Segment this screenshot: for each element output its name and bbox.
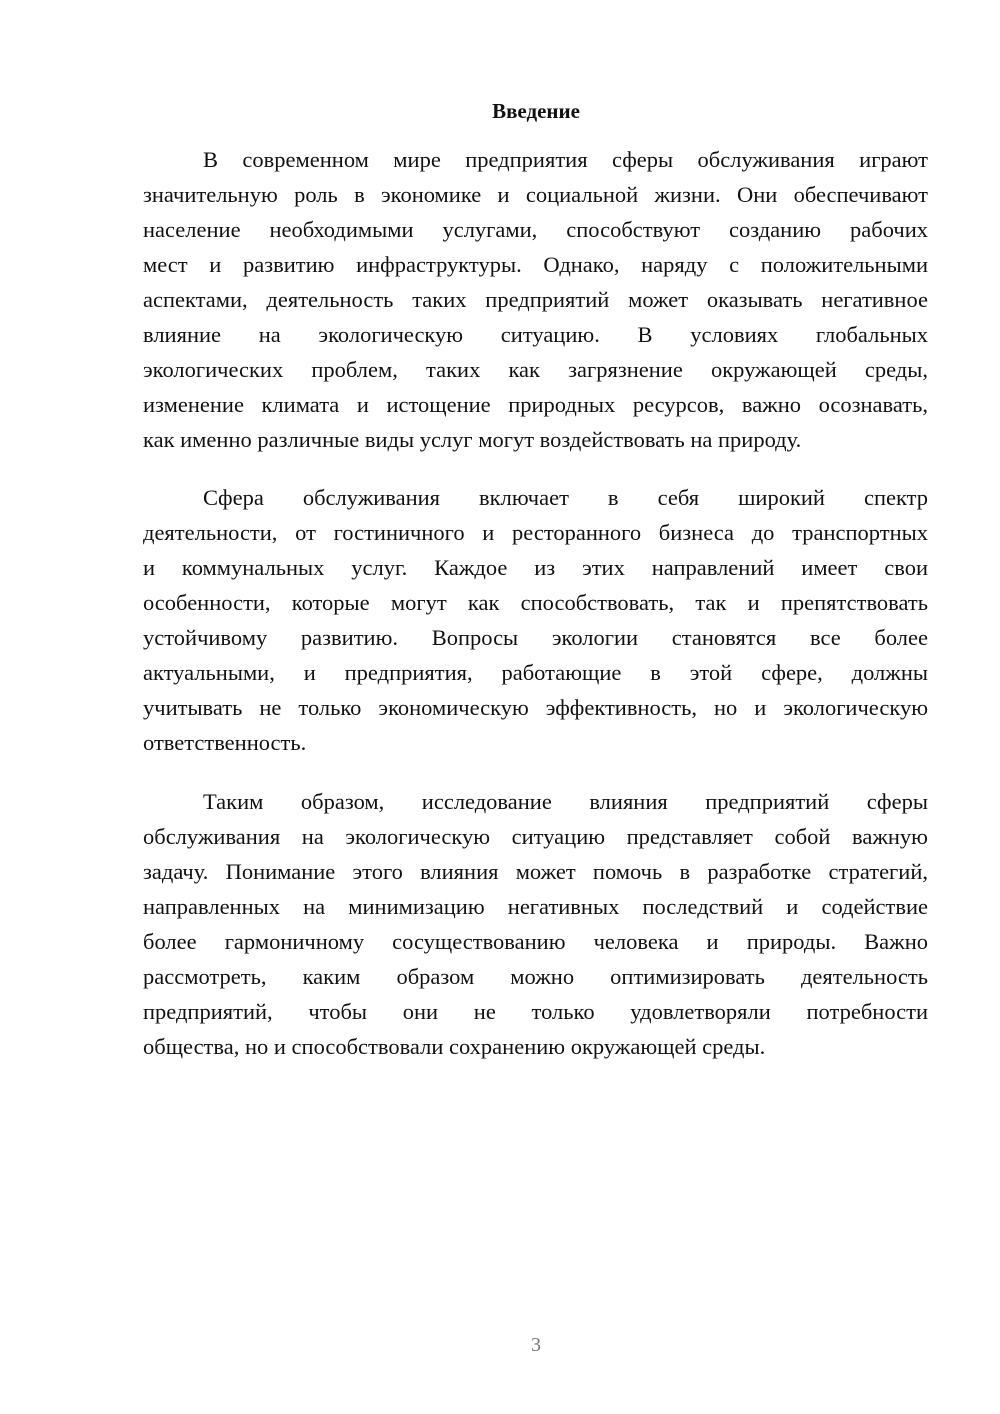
text-line: мест и развитию инфраструктуры. Однако, наряду с положительными	[143, 252, 928, 277]
text-line: влияние на экологическую ситуацию. В условиях глобальных	[143, 322, 928, 347]
text-line: обслуживания на экологическую ситуацию представляет собой важную	[143, 824, 928, 849]
page-number: 3	[531, 1334, 541, 1356]
text-line: экологических проблем, таких как загрязнение окружающей среды,	[143, 357, 928, 382]
text-line: общества, но и способствовали сохранению окружающей среды.	[143, 1034, 766, 1059]
text-line: изменение климата и истощение природных ресурсов, важно осознавать,	[143, 392, 928, 417]
text-line: предприятий, чтобы они не только удовлетворяли потребности	[143, 999, 928, 1024]
text-line: деятельности, от гостиничного и ресторанного бизнеса до транспортных	[143, 520, 928, 545]
text-line: аспектами, деятельность таких предприятий может оказывать негативное	[143, 287, 928, 312]
text-line: ответственность.	[143, 730, 307, 755]
text-line: как именно различные виды услуг могут воздействовать на природу.	[143, 427, 802, 452]
text-line: население необходимыми услугами, способствуют созданию рабочих	[143, 217, 928, 242]
text-line: и коммунальных услуг. Каждое из этих направлений имеет свои	[143, 555, 928, 580]
text-line: задачу. Понимание этого влияния может помочь в разработке стратегий,	[143, 859, 928, 884]
text-line: особенности, которые могут как способствовать, так и препятствовать	[143, 590, 928, 615]
text-line: Таким образом, исследование влияния предприятий сферы	[203, 789, 928, 814]
text-line: направленных на минимизацию негативных последствий и содействие	[143, 894, 928, 919]
section-title: Введение	[492, 99, 580, 123]
text-line: Сфера обслуживания включает в себя широкий спектр	[203, 485, 928, 510]
text-line: учитывать не только экономическую эффективность, но и экологическую	[143, 695, 928, 720]
text-line: значительную роль в экономике и социальной жизни. Они обеспечивают	[143, 182, 928, 207]
text-line: В современном мире предприятия сферы обслуживания играют	[203, 147, 928, 172]
text-line: рассмотреть, каким образом можно оптимизировать деятельность	[143, 964, 928, 989]
text-line: актуальными, и предприятия, работающие в этой сфере, должны	[143, 660, 928, 685]
paragraph-3	[143, 784, 928, 1064]
paragraph-2	[143, 480, 928, 760]
paragraph-1	[143, 142, 928, 457]
text-line: более гармоничному сосуществованию человека и природы. Важно	[143, 929, 928, 954]
text-line: устойчивому развитию. Вопросы экологии становятся все более	[143, 625, 928, 650]
